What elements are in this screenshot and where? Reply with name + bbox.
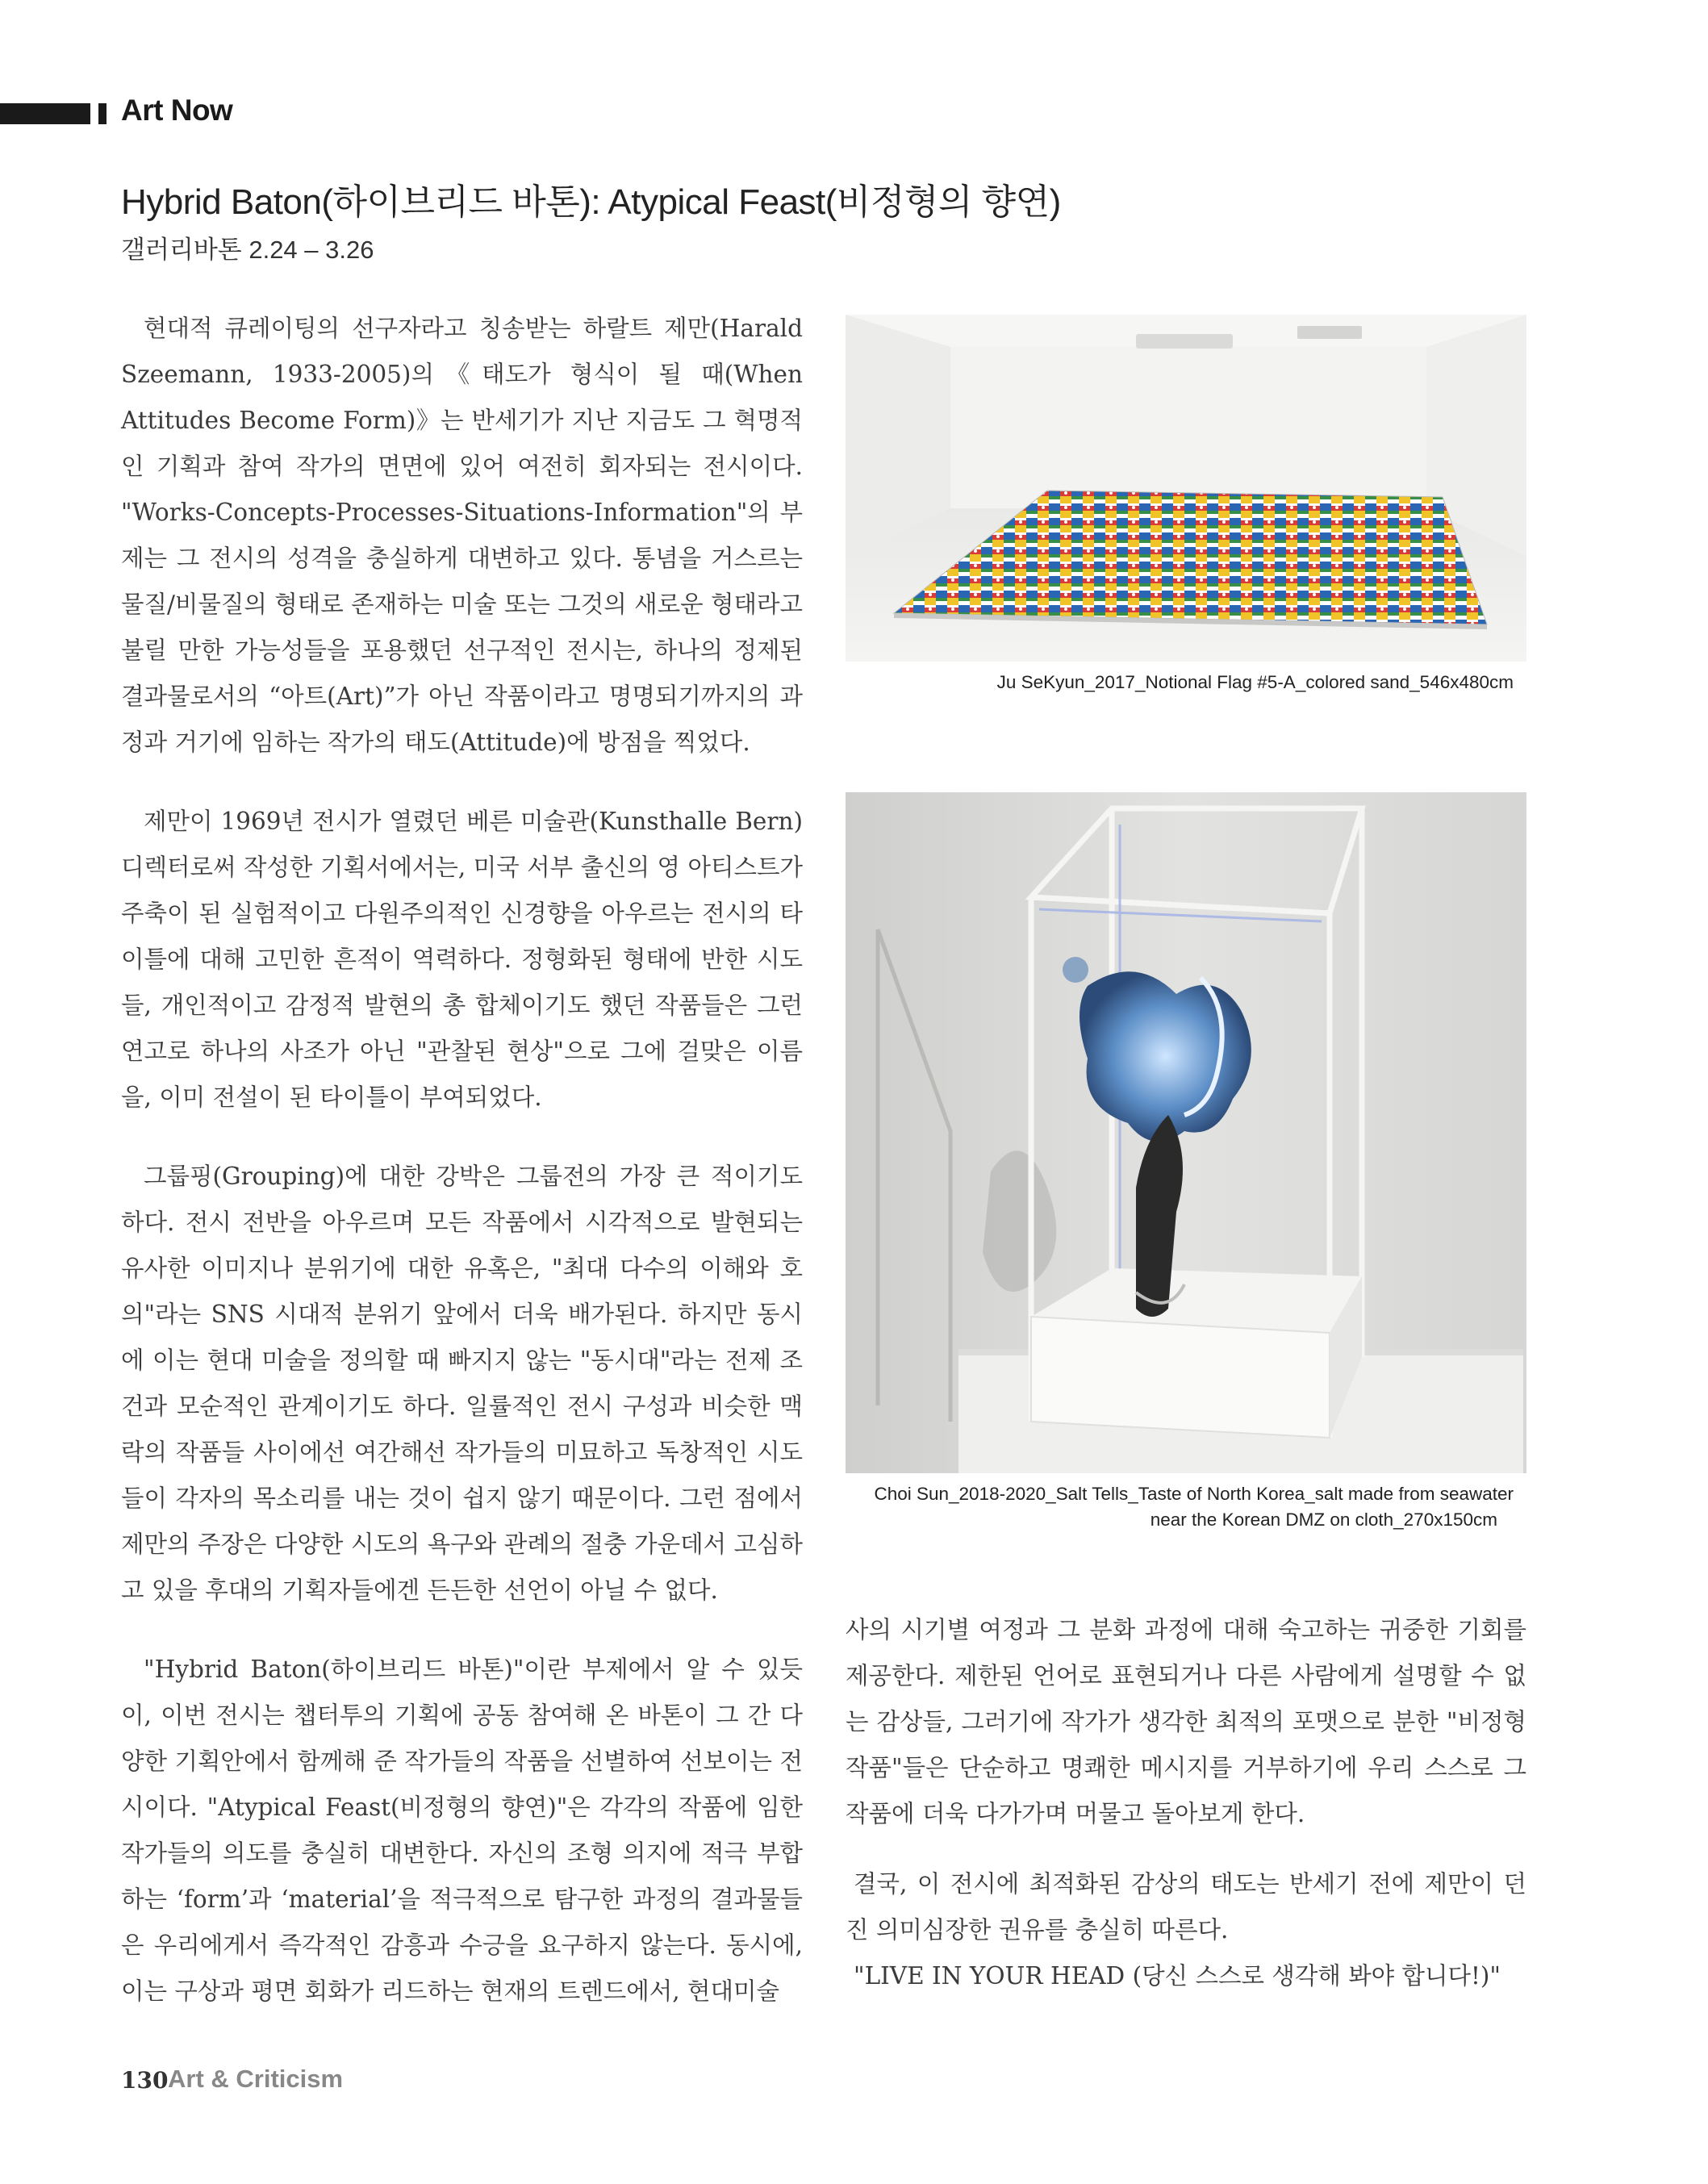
body-paragraph-1 (121, 306, 803, 766)
caption-line: Ju SeKyun_2017_Notional Flag #5-A_colored sand_546x480cm (996, 672, 1514, 692)
section-label: Art Now (121, 94, 233, 127)
paragraph-text: 제만이 1969년 전시가 열렸던 베른 미술관(Kunsthalle Bern) 디렉터로써 작성한 기획서에서는, 미국 서부 출신의 영 아티스트가 주축이 된 실험적이고 다원주의적인 신경향을 아우르는 전시의 타이틀에 대해 고민한 흔적이 역력하다. 정형화된 형태에 반한 시도들, 개인적이고 감정적 발현의 총 합체이기도 했던 작품들은 그런 연고로 하나의 사조가 아닌 "관찰된 현상"으로 그에 걸맞은 이름을, 이미 전설이 된 타이틀이 부여되었다. (121, 808, 803, 1111)
body-paragraph-4 (121, 1647, 803, 2015)
artwork-photo-notional-flag (846, 315, 1526, 662)
body-paragraph-6 (846, 1861, 1526, 1999)
body-paragraph-3 (121, 1154, 803, 1614)
article-title: Hybrid Baton(하이브리드 바톤): Atypical Feast(비정형의 향연) (121, 182, 1061, 222)
paragraph-text: 사의 시기별 여정과 그 분화 과정에 대해 숙고하는 귀중한 기회를 제공한다. 제한된 언어로 표현되거나 다른 사람에게 설명할 수 없는 감상들, 그러기에 작가가 생각한 최적의 포맷으로 분한 "비정형 작품"들은 단순하고 명쾌한 메시지를 거부하기에 우리 스스로 그 작품에 더욱 다가가며 머물고 돌아보게 한다. (846, 1616, 1526, 1827)
gallery-flag-installation-image (846, 315, 1526, 662)
paragraph-text: 현대적 큐레이팅의 선구자라고 칭송받는 하랄트 제만(Harald Szeemann, 1933-2005)의《태도가 형식이 될 때(When Attitudes Become Form)》는 반세기가 지난 지금도 그 혁명적인 기획과 참여 작가의 면면에 있어 여전히 회자되는 전시이다. "Works-Concepts-Processes-Situations-Information"의 부제는 그 전시의 성격을 충실하게 대변하고 있다. 통념을 거스르는 물질/비물질의 형태로 존재하는 미술 또는 그것의 새로운 형태라고 불릴 만한 가능성들을 포용했던 선구적인 전시는, 하나의 정제된 결과물로서의 “아트(Art)”가 아닌 작품이라고 명명되기까지의 과정과 거기에 임하는 작가의 태도(Attitude)에 방점을 찍었다. (121, 315, 803, 756)
artwork-photo-salt-tells (846, 792, 1526, 1473)
section-marker-tick (98, 103, 106, 124)
caption-line: Choi Sun_2018-2020_Salt Tells_Taste of North Korea_salt made from seawater (874, 1484, 1514, 1504)
exhibition-venue-dates: 갤러리바톤 2.24 – 3.26 (121, 236, 374, 264)
publication-name: Art & Criticism (168, 2065, 344, 2093)
page-number: 130 (121, 2067, 169, 2094)
paragraph-text: 결국, 이 전시에 최적화된 감상의 태도는 반세기 전에 제만이 던진 의미심장한 권유를 충실히 따른다. (846, 1870, 1526, 1944)
figure-caption-2 (846, 1481, 1514, 1533)
body-paragraph-2 (121, 799, 803, 1121)
caption-line: near the Korean DMZ on cloth_270x150cm (1150, 1510, 1497, 1530)
body-paragraph-5 (846, 1607, 1526, 1837)
figure-caption-1 (846, 670, 1514, 695)
vitrine-sculpture-image (846, 792, 1526, 1473)
section-marker-bar (0, 103, 90, 124)
quote-text: "LIVE IN YOUR HEAD (당신 스스로 생각해 봐야 합니다!)" (854, 1962, 1501, 1990)
paragraph-text: "Hybrid Baton(하이브리드 바톤)"이란 부제에서 알 수 있듯이, 이번 전시는 챕터투의 기획에 공동 참여해 온 바톤이 그 간 다양한 기획안에서 함께해 준 작가들의 작품을 선별하여 선보이는 전시이다. "Atypical Feast(비정형의 향연)"은 각각의 작품에 임한 작가들의 의도를 충실히 대변한다. 자신의 조형 의지에 적극 부합하는 ‘form’과 ‘material’을 적극적으로 탐구한 과정의 결과물들은 우리에게서 즉각적인 감흥과 수긍을 요구하지 않는다. 동시에, 이는 구상과 평면 회화가 리드하는 현재의 트렌드에서, 현대미술 (121, 1656, 803, 2005)
paragraph-text: 그룹핑(Grouping)에 대한 강박은 그룹전의 가장 큰 적이기도 하다. 전시 전반을 아우르며 모든 작품에서 시각적으로 발현되는 유사한 이미지나 분위기에 대한 유혹은, "최대 다수의 이해와 호의"라는 SNS 시대적 분위기 앞에서 더욱 배가된다. 하지만 동시에 이는 현대 미술을 정의할 때 빠지지 않는 "동시대"라는 전제 조건과 모순적인 관계이기도 하다. 일률적인 전시 구성과 비슷한 맥락의 작품들 사이에선 여간해선 작가들의 미묘하고 독창적인 시도들이 각자의 목소리를 내는 것이 쉽지 않기 때문이다. 그런 점에서 제만의 주장은 다양한 시도의 욕구와 관례의 절충 가운데서 고심하고 있을 후대의 기획자들에겐 든든한 선언이 아닐 수 없다. (121, 1163, 803, 1604)
